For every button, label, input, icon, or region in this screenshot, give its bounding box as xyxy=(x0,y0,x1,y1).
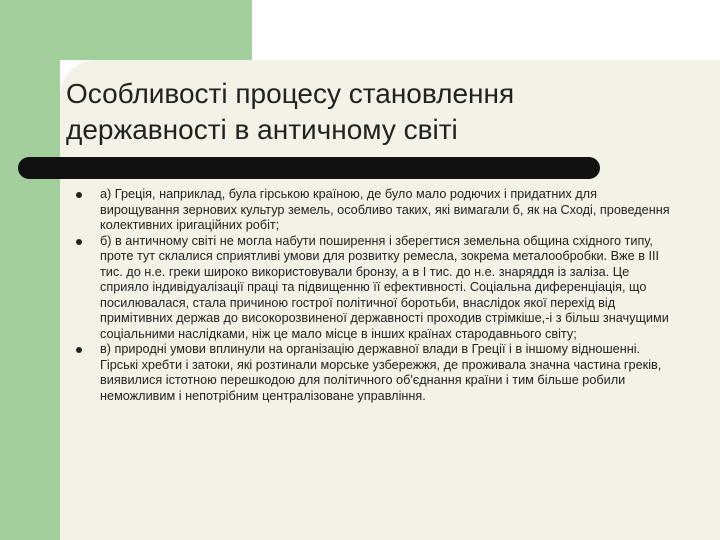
decorative-left-band xyxy=(0,0,60,540)
bullet-text: в) природні умови вплинули на організацію державної влади в Греції і в іншому відношенні. Гірські хребти і затоки, які розтинали морське узбережжя, де проживала значна частина греків, виявилися істотною перешкодою для політичного об'єднання країни і тим більше робили неможливим і непотрібним централізоване управління. xyxy=(100,342,662,403)
bullet-text: б) в античному світі не могла набути поширення і зберегтися земельна община східного типу, проте тут склалися сприятливі умови для розвитку ремесла, зокрема металообробки. Вже в III тис. до н.е. греки широко використовували бронзу, а в І тис. до н.е. знаряддя із заліза. Це сприяло індивідуалізації праці та підвищенню її ефективності. Соціальна диференціація, що посилювалася, стала причиною гострої політичної боротьби, внаслідок якої перехід від примітивних держав до високорозвиненої державності проходив стрімкіше,-і з більш значущими соціальними наслідками, ніж це мало місце в інших країнах стародавнього світу; xyxy=(100,233,669,341)
bullet-icon xyxy=(76,192,82,198)
bullet-icon xyxy=(76,239,82,245)
bullet-list xyxy=(74,187,674,404)
slide-title: Особливості процесу становлення державності в античному світі xyxy=(66,78,515,145)
bullet-icon xyxy=(76,347,82,353)
bullet-item-a xyxy=(74,187,674,234)
title-underline-bar xyxy=(18,157,600,179)
bullet-item-b xyxy=(74,234,674,343)
bullet-item-c xyxy=(74,342,674,404)
bullet-text: а) Греція, наприклад, була гірською країною, де було мало родючих і придатних для вирощування зернових культур земель, особливо таких, які вимагали б, як на Сході, проведення колективних іригаційних робіт; xyxy=(100,187,670,232)
